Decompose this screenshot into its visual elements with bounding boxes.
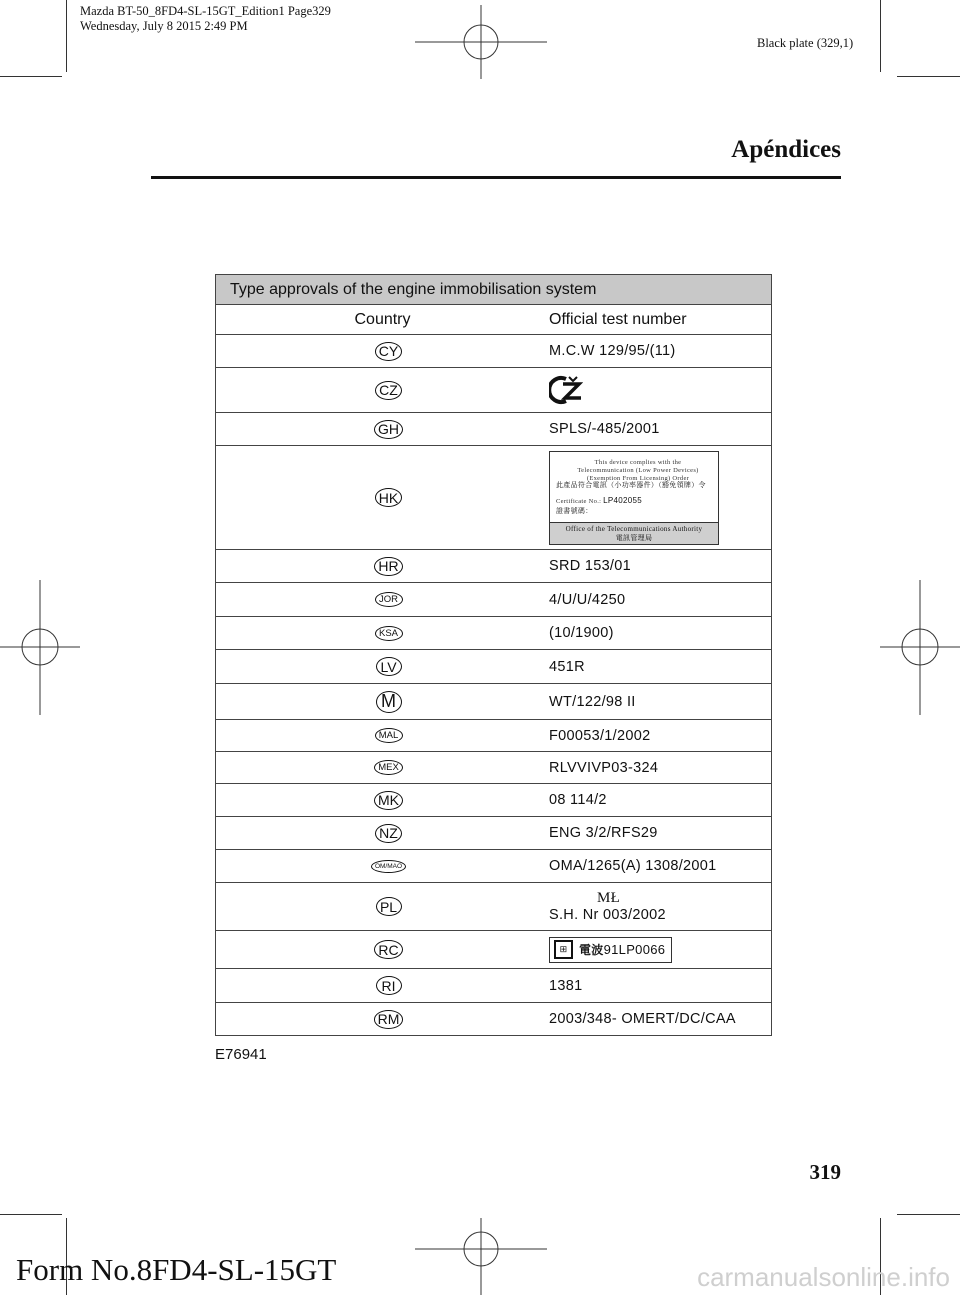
test-number: 451R <box>549 658 585 675</box>
table-header-row <box>216 305 771 335</box>
country-badge: GH <box>374 420 403 439</box>
rc-prefix: 電波 <box>579 943 604 957</box>
table-title: Type approvals of the engine immobilisation system <box>216 275 771 305</box>
crop-mark <box>897 1214 960 1215</box>
table-row <box>216 684 771 720</box>
hk-cert-number-line <box>556 496 642 505</box>
registration-mark-right <box>880 580 960 715</box>
country-badge: HK <box>375 488 402 507</box>
hk-cert-authority-zh: 電訊管理局 <box>615 533 653 542</box>
test-number: SRD 153/01 <box>549 558 631 574</box>
crop-mark <box>897 76 960 77</box>
registration-mark-top <box>415 5 547 79</box>
country-badge: CZ <box>375 381 402 400</box>
table-row <box>216 583 771 617</box>
test-number: 08 114/2 <box>549 792 607 808</box>
country-badge: RM <box>374 1010 404 1029</box>
crop-mark <box>880 0 881 72</box>
table-row <box>216 720 771 752</box>
section-title: Apéndices <box>731 136 841 163</box>
country-badge: OM/MAO <box>371 860 406 873</box>
test-number: M.C.W 129/95/(11) <box>549 343 676 359</box>
country-badge: PL <box>376 897 402 916</box>
table-row <box>216 335 771 368</box>
country-badge: M <box>376 691 402 713</box>
crop-mark <box>0 1214 62 1215</box>
crop-mark <box>0 76 62 77</box>
hk-cert-number: LP402055 <box>603 495 643 505</box>
hk-cert-text: This device complies with the Telecommunication (Low Power Devices) (Exemption From Licensing) Order <box>577 458 699 482</box>
col-header-country: Country <box>354 311 411 328</box>
table-row <box>216 817 771 850</box>
table-row <box>216 617 771 650</box>
table-row <box>216 850 771 883</box>
page-number: 319 <box>809 1160 841 1184</box>
print-header <box>80 4 331 34</box>
table-row <box>216 650 771 684</box>
table-row <box>216 969 771 1003</box>
crop-mark <box>66 0 67 72</box>
hk-certificate-label <box>549 451 719 545</box>
watermark-logo: carmanualsonline.info <box>697 1262 950 1292</box>
country-badge: MEX <box>374 760 403 775</box>
rc-approval-label <box>549 937 672 963</box>
country-badge: RC <box>374 940 402 959</box>
test-number: 2003/348- OMERT/DC/CAA <box>549 1011 736 1027</box>
registration-mark-bottom <box>415 1218 547 1295</box>
print-header-line1: Mazda BT-50_8FD4-SL-15GT_Edition1 Page329 <box>80 4 331 18</box>
table-row <box>216 784 771 817</box>
print-header-line2: Wednesday, July 8 2015 2:49 PM <box>80 19 248 33</box>
hk-cert-authority: Office of the Telecommunications Authority <box>565 524 703 533</box>
type-approval-table <box>215 274 772 1036</box>
country-badge: KSA <box>375 626 403 641</box>
image-code: E76941 <box>215 1046 267 1063</box>
table-row <box>216 1003 771 1035</box>
country-badge: NZ <box>375 824 402 843</box>
country-badge: CY <box>375 342 402 361</box>
table-row <box>216 752 771 784</box>
czech-approval-mark-icon <box>549 375 583 405</box>
test-number: RLVVIVP03-324 <box>549 759 659 776</box>
rc-seal-icon: ⊞ <box>554 940 573 959</box>
country-badge: MK <box>374 791 403 810</box>
table-row <box>216 446 771 550</box>
hk-cert-text-zh: 此產品符合電訊（小功率器件）（豁免領牌）令 <box>556 480 706 489</box>
test-number: SPLS/-485/2001 <box>549 421 660 437</box>
test-number: OMA/1265(A) 1308/2001 <box>549 858 717 874</box>
country-badge: HR <box>374 557 402 576</box>
table-row <box>216 368 771 413</box>
form-number: Form No.8FD4-SL-15GT <box>16 1252 337 1287</box>
hk-cert-number-label: Certificate No.: <box>556 497 602 505</box>
country-badge: LV <box>376 657 402 676</box>
table-row <box>216 550 771 583</box>
test-number: (10/1900) <box>549 625 614 641</box>
table-row <box>216 931 771 969</box>
test-number: 1381 <box>549 977 583 994</box>
country-badge: MAL <box>375 728 403 743</box>
test-number: S.H. Nr 003/2002 <box>549 907 666 923</box>
hk-cert-footer <box>550 522 718 544</box>
table-row <box>216 413 771 446</box>
test-number: F00053/1/2002 <box>549 727 651 744</box>
test-number: WT/122/98 II <box>549 693 636 710</box>
test-number: 91LP0066 <box>603 942 666 957</box>
registration-mark-left <box>0 580 80 715</box>
col-header-number: Official test number <box>549 311 687 328</box>
country-badge: JOR <box>375 592 403 607</box>
country-badge: RI <box>376 976 402 995</box>
pl-approval-mark: MŁ <box>597 890 621 906</box>
table-row <box>216 883 771 931</box>
hk-cert-number-label-zh: 證書號碼： <box>556 506 593 515</box>
title-rule <box>151 176 841 179</box>
test-number: ENG 3/2/RFS29 <box>549 825 658 841</box>
plate-label: Black plate (329,1) <box>757 36 854 50</box>
test-number: 4/U/U/4250 <box>549 591 626 608</box>
